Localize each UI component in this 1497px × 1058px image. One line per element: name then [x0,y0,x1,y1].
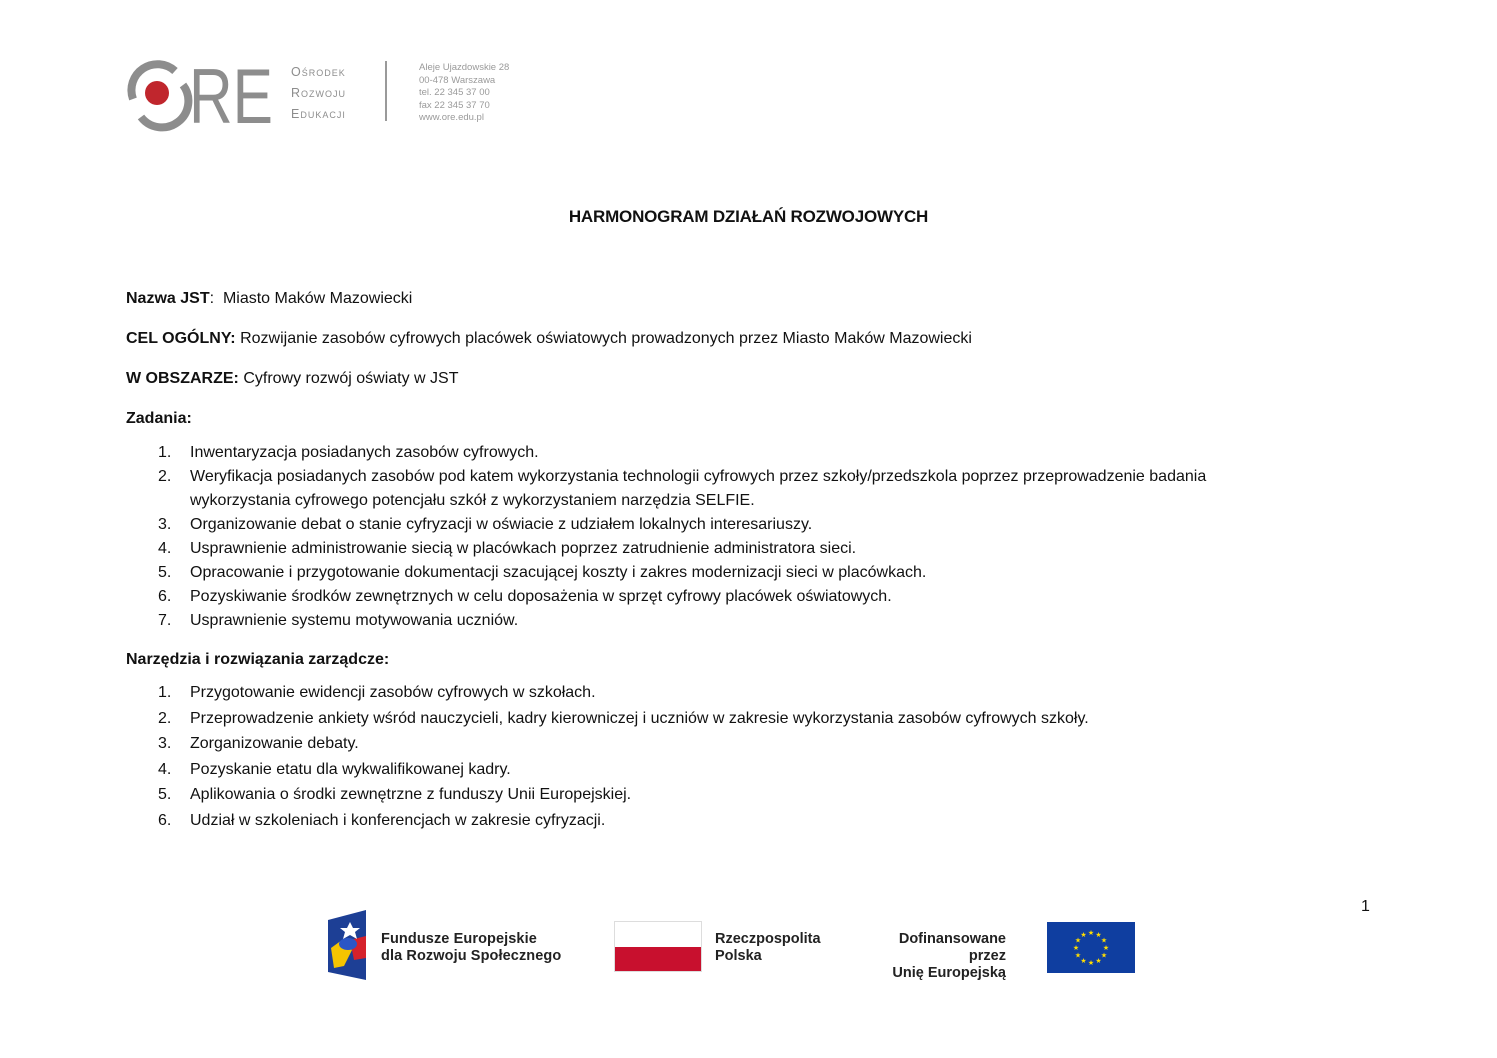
eu-star: ★ [1087,930,1095,937]
eu-text-line: Unię Europejską [892,965,1006,981]
address-line: tel. 22 345 37 00 [419,87,490,98]
tool-number: 4. [158,760,172,778]
tool-number: 6. [158,811,172,829]
eu-star: ★ [1087,960,1095,967]
tools-list [158,680,1089,833]
tasks-list [158,441,1206,633]
task-text: Pozyskiwanie środków zewnętrznych w celu doposażenia w sprzęt cyfrowy placówek oświatowych. [190,588,892,605]
task-number: 6. [158,588,172,605]
tool-text: Udział w szkoleniach i konferencjach w zakresie cyfryzacji. [190,811,606,829]
field-obszar-label: W OBSZARZE: [126,370,239,387]
task-item [158,561,1206,585]
task-number: 5. [158,564,172,581]
field-cel-value: Rozwijanie zasobów cyfrowych placówek oświatowych prowadzonych przez Miasto Maków Mazowiecki [240,330,972,347]
task-item [158,465,1206,513]
task-number: 4. [158,540,172,557]
task-number: 1. [158,444,172,461]
task-text-continued: wykorzystania cyfrowego potencjału szkół z wykorzystaniem narzędzia SELFIE. [190,492,755,509]
ore-logo [125,52,525,140]
eu-star: ★ [1074,952,1082,960]
field-jst-value: Miasto Maków Mazowiecki [222,290,413,307]
tool-number: 5. [158,786,172,803]
logo-divider [385,61,387,121]
eu-flag-icon [1047,922,1135,973]
tool-text: Przygotowanie ewidencji zasobów cyfrowych w szkołach. [190,684,596,701]
address-line: 00-478 Warszawa [419,74,496,86]
fe-text-line: dla Rozwoju Społecznego [381,948,562,964]
tool-number: 3. [158,735,172,752]
tool-item [158,782,1089,808]
address-line: Aleje Ujazdowskie 28 [419,62,510,73]
field-jst [126,289,412,309]
org-name-line: Edukacji [291,107,346,121]
ore-logo-letters: RE [189,52,273,140]
field-obszar [126,369,458,389]
pl-text-line: Polska [715,948,762,964]
task-text: Inwentaryzacja posiadanych zasobów cyfrowych. [190,444,539,461]
ore-red-dot [145,81,169,105]
task-item [158,609,1206,633]
task-number: 3. [158,516,172,533]
tasks-heading [126,409,192,429]
org-name-line: Rozwoju [291,86,347,100]
tool-item [158,706,1089,732]
tool-text: Przeprowadzenie ankiety wśród nauczycieli, kadry kierowniczej i uczniów w zakresie wykorzystania zasobów cyfrowych szkoły. [190,709,1089,727]
pl-text [715,931,821,965]
fe-logo-icon [328,910,370,980]
field-cel [126,329,972,349]
field-jst-separator: : [209,290,215,307]
field-obszar-value: Cyfrowy rozwój oświaty w JST [243,370,459,387]
page-number: 1 [1361,898,1370,915]
polish-flag-icon [614,921,702,972]
tool-item [158,731,1089,757]
eu-star: ★ [1080,932,1087,940]
task-number: 2. [158,468,172,485]
org-address [419,62,509,125]
org-name [291,62,346,125]
task-text: Usprawnienie systemu motywowania uczniów. [190,612,519,629]
task-text: Usprawnienie administrowanie siecią w placówkach poprzez zatrudnienie administratora sieci. [190,540,857,557]
tasks-heading-text: Zadania: [126,410,192,427]
tool-number: 1. [158,684,172,701]
eu-star: ★ [1072,945,1080,952]
task-text: Weryfikacja posiadanych zasobów pod katem wykorzystania technologii cyfrowych przez szkoły/przedszkola poprzez przeprowadzenie badania [190,468,1207,485]
eu-star: ★ [1100,952,1108,960]
tool-item [158,680,1089,706]
tools-heading [126,650,389,670]
address-line: fax 22 345 37 70 [419,99,490,111]
eu-text [864,931,1006,982]
field-cel-label: CEL OGÓLNY: [126,330,236,347]
eu-star: ★ [1095,957,1102,965]
task-item [158,537,1206,561]
fe-text [381,931,561,965]
org-name-line: Ośrodek [291,65,346,79]
task-number: 7. [158,612,172,629]
fe-text-line: Fundusze Europejskie [381,931,537,947]
footer-logos [328,910,1138,982]
task-item [158,513,1206,537]
tool-item [158,808,1089,834]
tool-text: Aplikowania o środki zewnętrzne z funduszy Unii Europejskiej. [190,786,632,803]
eu-star: ★ [1102,945,1110,952]
task-text: Opracowanie i przygotowanie dokumentacji szacującej koszty i zakres modernizacji sieci w placówkach. [190,564,927,581]
task-text: Organizowanie debat o stanie cyfryzacji w oświacie z udziałem lokalnych interesariuszy. [190,516,813,533]
task-item [158,585,1206,609]
tool-text: Zorganizowanie debaty. [190,735,359,752]
eu-star: ★ [1095,932,1102,940]
tool-number: 2. [158,709,172,727]
document-title: HARMONOGRAM DZIAŁAŃ ROZWOJOWYCH [568,207,929,226]
tool-item [158,757,1089,783]
task-item [158,441,1206,465]
address-line: www.ore.edu.pl [419,112,484,123]
eu-star: ★ [1100,937,1108,945]
tool-text: Pozyskanie etatu dla wykwalifikowanej kadry. [190,760,511,778]
eu-star: ★ [1080,957,1087,965]
tools-heading-text: Narzędzia i rozwiązania zarządcze: [126,651,390,668]
eu-star: ★ [1074,937,1082,945]
pl-text-line: Rzeczpospolita [715,931,821,947]
field-jst-label: Nazwa JST [126,290,210,307]
ore-logo-mark [125,52,275,140]
eu-text-line: Dofinansowane przez [898,931,1006,964]
